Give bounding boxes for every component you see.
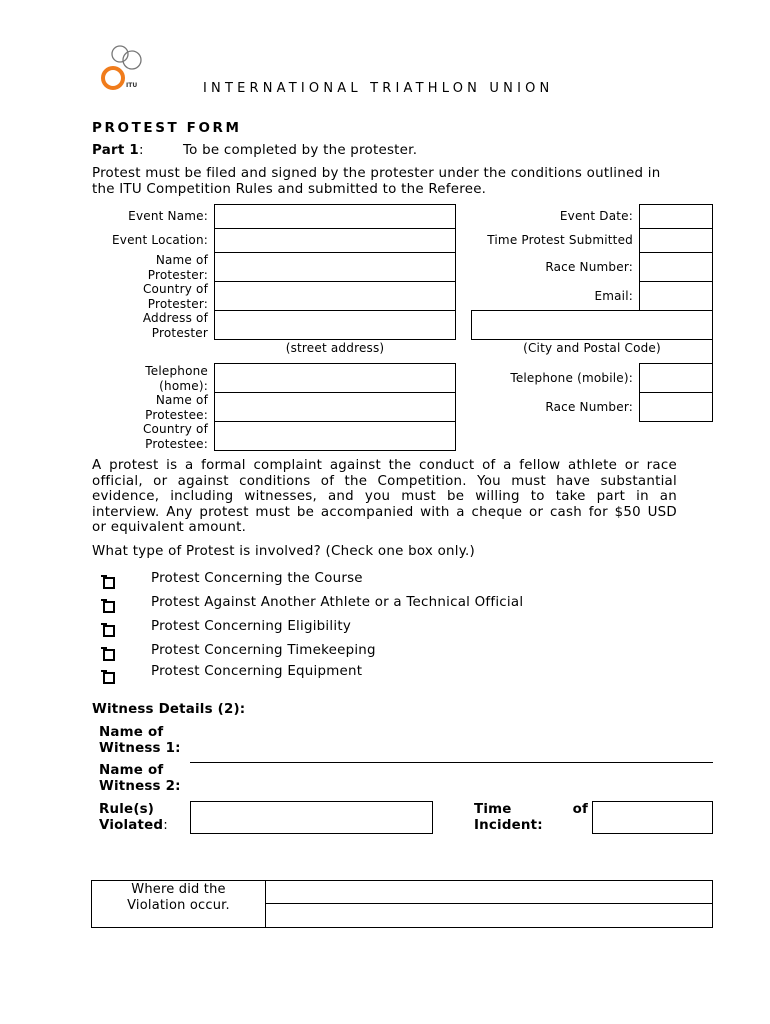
name-protestee-input[interactable] (214, 392, 456, 422)
time-label-word2: of (572, 802, 588, 817)
event-date-input[interactable] (639, 204, 713, 229)
time-label-word1: Time (474, 802, 512, 817)
option-course: Protest Concerning the Course (151, 571, 363, 586)
name-protestee-label-line1: Name of (155, 393, 208, 407)
time-label-line2: Incident: (474, 818, 543, 833)
checkbox-athlete-official[interactable] (103, 601, 115, 613)
event-name-label: Event Name: (128, 209, 208, 223)
name-protestee-label (145, 393, 208, 422)
violation-input-row-2[interactable] (266, 904, 712, 927)
witness-2-label (99, 763, 181, 795)
address-protester-label (143, 311, 208, 340)
part-description: To be completed by the protester. (183, 143, 418, 158)
country-protestee-label-line2: Protestee: (145, 436, 208, 451)
rules-label-line2: Violated (99, 818, 164, 833)
logo-rings-icon (100, 44, 148, 92)
event-name-input[interactable] (214, 204, 456, 229)
witness-title: Witness Details (2): (92, 702, 246, 717)
address-protester-label-line2: Protester (151, 325, 208, 340)
address-protester-label-line1: Address of (142, 311, 208, 325)
rules-violated-label (99, 802, 168, 834)
witness-1-label-line1: Name of (99, 725, 164, 740)
protest-type-question: What type of Protest is involved? (Check one box only.) (92, 544, 475, 559)
telephone-home-label-line2: (home): (159, 378, 208, 393)
violation-label-line2: Violation occur. (127, 898, 230, 913)
form-title: PROTEST FORM (92, 120, 242, 136)
witness-1-label (99, 725, 181, 757)
option-timekeeping: Protest Concerning Timekeeping (151, 643, 376, 658)
telephone-mobile-input[interactable] (639, 363, 713, 393)
email-label: Email: (594, 289, 633, 303)
rules-label-colon: : (163, 818, 168, 833)
part-colon: : (138, 143, 144, 158)
logo-text: ITU (126, 82, 138, 89)
telephone-home-input[interactable] (214, 363, 456, 393)
event-location-input[interactable] (214, 228, 456, 253)
race-number-label: Race Number: (545, 260, 633, 274)
rules-label-line1: Rule(s) (99, 802, 155, 817)
intro-line-1: Protest must be filed and signed by the protester under the conditions outlined in (92, 166, 661, 181)
telephone-home-label-line1: Telephone (145, 364, 208, 378)
race-number-input[interactable] (639, 252, 713, 282)
violation-label-line1: Where did the (131, 882, 226, 897)
witness-2-label-line1: Name of (99, 763, 164, 778)
description-line-2: official, or against conditions of the Competition. You must have substantial (92, 473, 677, 489)
street-address-input[interactable] (214, 310, 456, 340)
checkbox-timekeeping[interactable] (103, 649, 115, 661)
option-eligibility: Protest Concerning Eligibility (151, 619, 352, 634)
race-number-2-input[interactable] (639, 392, 713, 422)
witness-1-input[interactable] (190, 762, 713, 763)
part-label: Part 1 (92, 143, 139, 158)
name-protester-input[interactable] (214, 252, 456, 282)
rules-violated-input[interactable] (190, 801, 433, 834)
witness-1-label-line2: Witness 1: (99, 741, 181, 756)
name-protester-label-line2: Protester: (147, 267, 208, 282)
description-line-3: evidence, including witnesses, and you must be willing to take part in an (92, 489, 677, 505)
race-number-2-label: Race Number: (545, 400, 633, 414)
protest-description (92, 458, 677, 536)
country-protester-label-line2: Protester: (147, 296, 208, 311)
time-incident-label (474, 802, 588, 834)
violation-input-row-1[interactable] (266, 881, 712, 903)
itu-logo (100, 44, 148, 92)
telephone-home-label (145, 364, 208, 393)
intro-line-2: the ITU Competition Rules and submitted to the Referee. (92, 182, 487, 197)
violation-location-label (92, 882, 265, 914)
country-protester-label-line1: Country of (142, 282, 208, 296)
description-line-1: A protest is a formal complaint against the conduct of a fellow athlete or race (92, 458, 677, 473)
street-address-caption: (street address) (285, 341, 385, 355)
country-protester-input[interactable] (214, 281, 456, 311)
part-1-line (92, 143, 144, 159)
option-equipment: Protest Concerning Equipment (151, 664, 363, 679)
event-location-label: Event Location: (112, 233, 208, 247)
name-protester-label-line1: Name of (155, 253, 208, 267)
email-input[interactable] (639, 281, 713, 311)
name-protestee-label-line2: Protestee: (145, 407, 208, 422)
country-protestee-label-line1: Country of (142, 422, 208, 436)
telephone-mobile-label: Telephone (mobile): (510, 371, 633, 385)
witness-2-label-line2: Witness 2: (99, 779, 181, 794)
option-athlete-official: Protest Against Another Athlete or a Technical Official (151, 595, 524, 610)
time-protest-label: Time Protest Submitted (487, 233, 633, 247)
description-line-5: or equivalent amount. (92, 520, 247, 536)
checkbox-eligibility[interactable] (103, 625, 115, 637)
time-protest-input[interactable] (639, 228, 713, 253)
country-protestee-label (143, 422, 208, 451)
org-name: INTERNATIONAL TRIATHLON UNION (203, 81, 554, 96)
country-protestee-input[interactable] (214, 421, 456, 451)
city-postal-input[interactable] (471, 310, 713, 340)
time-incident-input[interactable] (592, 801, 713, 834)
country-protester-label (143, 282, 208, 311)
description-line-4: interview. Any protest must be accompanied with a cheque or cash for $50 USD (92, 504, 677, 520)
event-date-label: Event Date: (559, 209, 633, 223)
city-postal-caption: (City and Postal Code) (523, 341, 661, 355)
checkbox-equipment[interactable] (103, 672, 115, 684)
name-protester-label (148, 253, 208, 282)
checkbox-course[interactable] (103, 577, 115, 589)
